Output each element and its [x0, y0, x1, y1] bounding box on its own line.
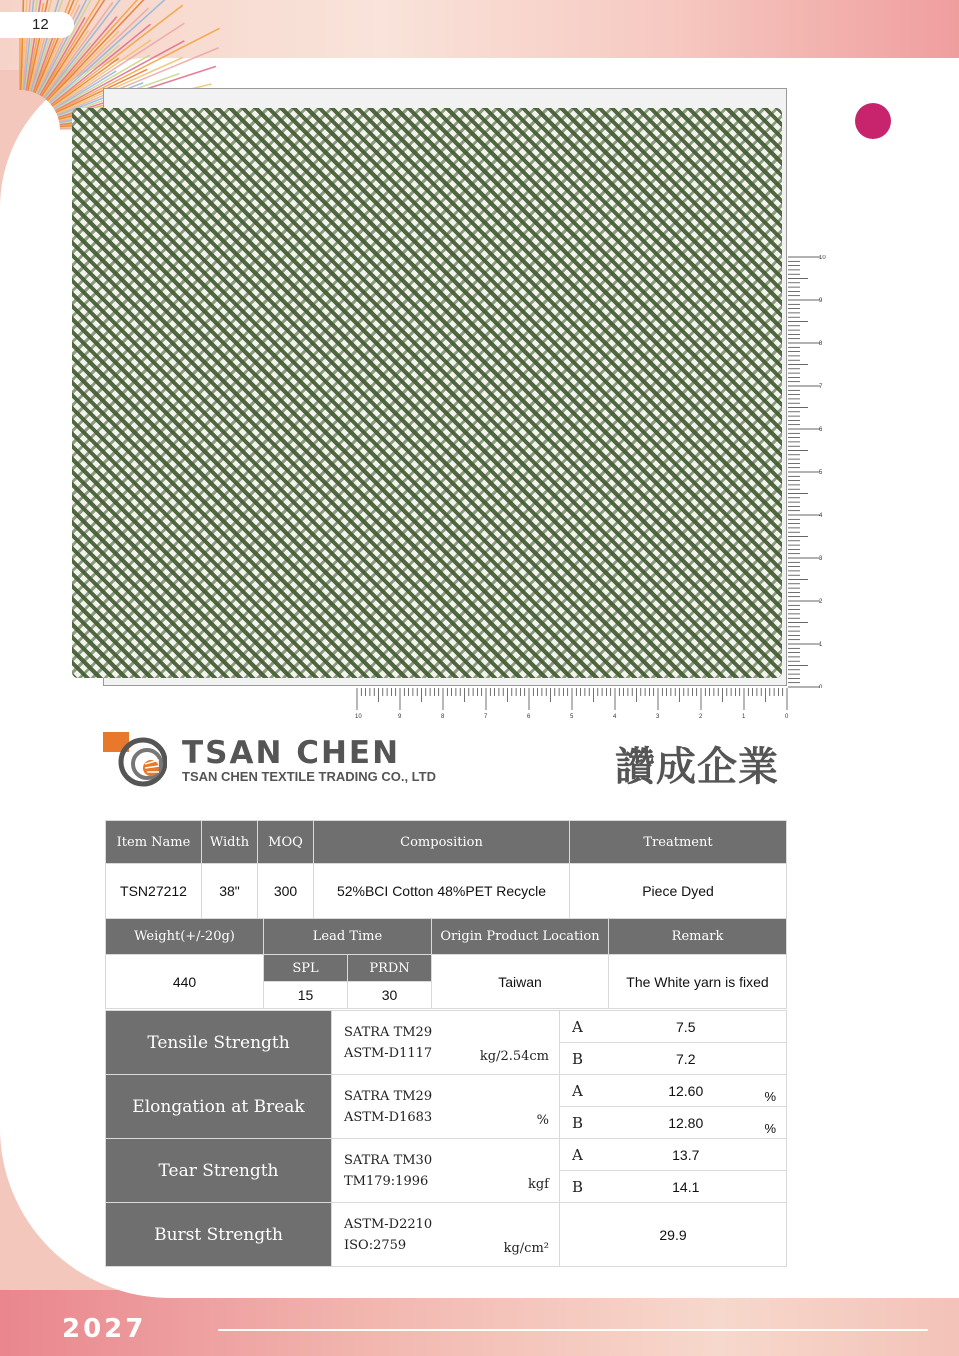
value-moq: 300: [258, 864, 314, 919]
fabric-swatch-image: [72, 108, 782, 678]
header-spl: SPL: [264, 955, 348, 982]
header-origin: Origin Product Location: [432, 919, 609, 955]
sample-label-b: B: [560, 1043, 586, 1075]
value-prdn: 30: [348, 982, 432, 1009]
ruler-label: 0: [785, 714, 789, 720]
sample-label-a: A: [560, 1011, 586, 1043]
sample-value-a: 12.60 %: [586, 1075, 787, 1107]
vertical-ruler: [788, 255, 828, 688]
header-lead-time: Lead Time: [264, 919, 432, 955]
ruler-label: 1: [819, 642, 823, 648]
company-logo-icon: [103, 730, 167, 790]
header-prdn: PRDN: [348, 955, 432, 982]
year-logo: [62, 1315, 192, 1339]
ruler-label: 8: [441, 714, 445, 720]
value-width: 38": [202, 864, 258, 919]
ruler-label: 5: [570, 714, 574, 720]
method-line-2: ASTM-D1683: [344, 1109, 433, 1125]
method-line-1: SATRA TM29: [344, 1088, 433, 1104]
ruler-label: 3: [656, 714, 660, 720]
test-method: [332, 1203, 560, 1267]
horizontal-ruler: [355, 688, 789, 720]
header-item-name: Item Name: [106, 821, 202, 864]
sample-label-a: A: [560, 1139, 586, 1171]
spec-table-logistics: [105, 918, 787, 1009]
ruler-label: 3: [819, 556, 823, 562]
ruler-label: 2: [699, 714, 703, 720]
ruler-label: 10: [819, 255, 826, 261]
svg-text:2027: 2027: [62, 1315, 147, 1339]
value-treatment: Piece Dyed: [570, 864, 787, 919]
test-unit: %: [536, 1113, 549, 1128]
value-remark: The White yarn is fixed: [609, 955, 787, 1009]
ruler-label: 4: [819, 513, 823, 519]
ruler-label: 5: [819, 470, 823, 476]
method-line-1: ASTM-D2210: [344, 1216, 433, 1232]
test-results-table: [105, 1010, 787, 1267]
ruler-label: 7: [819, 384, 823, 390]
value-origin: Taiwan: [432, 955, 609, 1009]
value-composition: 52%BCI Cotton 48%PET Recycle: [314, 864, 570, 919]
page-number: 12: [0, 12, 74, 38]
ruler-label: 2: [819, 599, 823, 605]
ruler-label: 7: [484, 714, 488, 720]
value-spl: 15: [264, 982, 348, 1009]
footer-rule: [218, 1329, 928, 1331]
header-composition: Composition: [314, 821, 570, 864]
method-line-1: SATRA TM29: [344, 1024, 433, 1040]
test-unit: kg/2.54cm: [479, 1049, 549, 1064]
ruler-label: 9: [398, 714, 402, 720]
test-name: Burst Strength: [106, 1203, 332, 1267]
header-weight: Weight(+/-20g): [106, 919, 264, 955]
company-subname: TSAN CHEN TEXTILE TRADING CO., LTD: [182, 769, 436, 784]
test-method: [332, 1011, 560, 1075]
color-swatch-dot: [855, 103, 891, 139]
spec-table-basic: [105, 820, 787, 919]
value-item-name: TSN27212: [106, 864, 202, 919]
sample-label-b: B: [560, 1107, 586, 1139]
company-name: TSAN CHEN: [182, 735, 401, 771]
test-name: Tear Strength: [106, 1139, 332, 1203]
ruler-label: 6: [527, 714, 531, 720]
ruler-label: 6: [819, 427, 823, 433]
ruler-label: 9: [819, 298, 823, 304]
sample-label-b: B: [560, 1171, 586, 1203]
header-moq: MOQ: [258, 821, 314, 864]
ruler-label: 1: [742, 714, 746, 720]
sample-value-b: 14.1: [586, 1171, 787, 1203]
test-name: Elongation at Break: [106, 1075, 332, 1139]
sample-value-b: 12.80 %: [586, 1107, 787, 1139]
method-line-2: ASTM-D1117: [344, 1045, 433, 1061]
ruler-label: 8: [819, 341, 823, 347]
header-treatment: Treatment: [570, 821, 787, 864]
sample-value-b: 7.2: [586, 1043, 787, 1075]
test-unit: kgf: [527, 1177, 549, 1192]
company-chinese-name: 讚成企業: [615, 745, 779, 789]
header-remark: Remark: [609, 919, 787, 955]
test-method: [332, 1075, 560, 1139]
method-line-2: TM179:1996: [344, 1173, 429, 1189]
method-line-1: SATRA TM30: [344, 1152, 433, 1168]
ruler-label: 4: [613, 714, 617, 720]
test-name: Tensile Strength: [106, 1011, 332, 1075]
sample-label-a: A: [560, 1075, 586, 1107]
header-width: Width: [202, 821, 258, 864]
sample-value: 29.9: [560, 1203, 787, 1267]
method-line-2: ISO:2759: [344, 1237, 407, 1253]
value-weight: 440: [106, 955, 264, 1009]
test-method: [332, 1139, 560, 1203]
test-unit: kg/cm²: [503, 1241, 549, 1256]
sample-value-a: 13.7: [586, 1139, 787, 1171]
ruler-label: 0: [819, 685, 823, 688]
ruler-label: 10: [355, 714, 362, 720]
sample-value-a: 7.5: [586, 1011, 787, 1043]
